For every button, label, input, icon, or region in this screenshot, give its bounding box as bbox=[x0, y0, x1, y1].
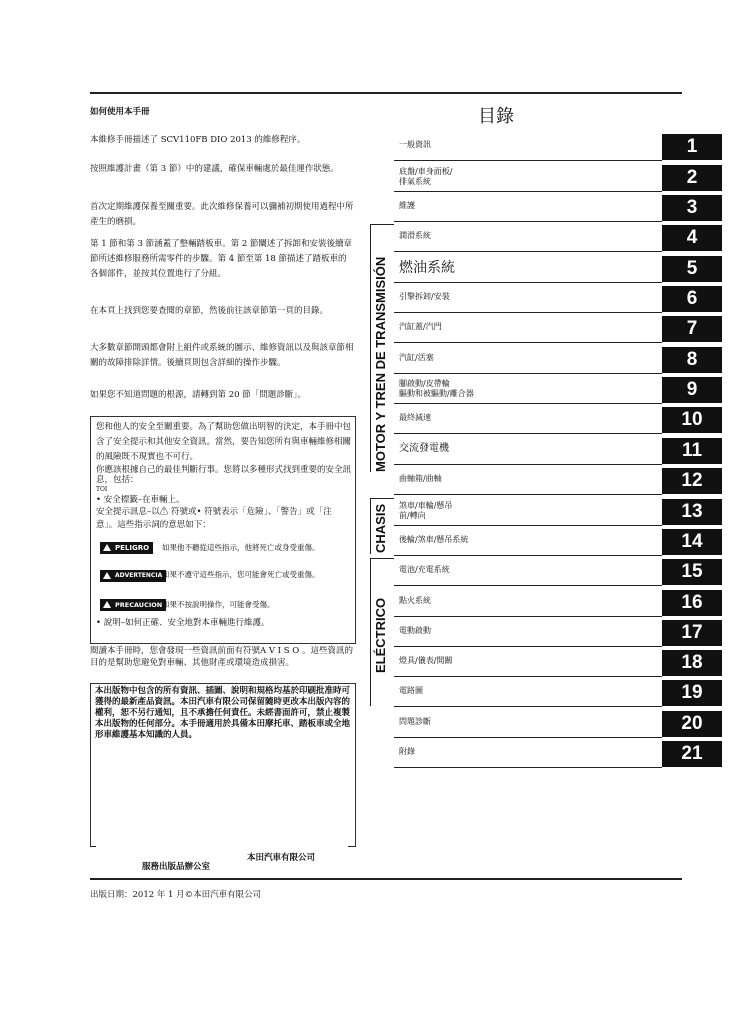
toc-number: 5 bbox=[662, 256, 722, 282]
safety-small-mark: TOI bbox=[96, 486, 108, 493]
find-section-paragraph: 在本頁上找到您要查閱的章節，然後前往該章節第一頁的目錄。 bbox=[90, 306, 329, 316]
toc-row-21[interactable] bbox=[394, 741, 727, 767]
top-rule bbox=[90, 92, 682, 94]
toc-number: 16 bbox=[662, 590, 722, 616]
safety-instructions: • 說明–如何正確、安全地對本車輛進行維護。 bbox=[96, 618, 270, 628]
first-maintenance-paragraph: 首次定期維護保養至關重要。此次維修保養可以彌補初期使用過程中所產生的磨損。 bbox=[90, 202, 354, 227]
section-line-chasis bbox=[370, 498, 371, 554]
precaucion-tag bbox=[100, 599, 166, 611]
toc-number: 9 bbox=[662, 377, 722, 403]
aviso-paragraph: 閱讀本手冊時，您會發現一些資訊前面有符號A V I S O 。這些資訊的目的是幫助您避免對車輛、其他財產或環境造成損害。 bbox=[90, 646, 353, 668]
section-label-motor: MOTOR Y TREN DE TRANSMISIÓN bbox=[373, 256, 388, 472]
toc-row-13[interactable] bbox=[394, 499, 727, 525]
toc-row-20[interactable] bbox=[394, 711, 727, 737]
copyright-box-corner bbox=[90, 846, 96, 847]
sections-paragraph: 第 1 節和第 3 節涵蓋了整輛踏板車。第 2 節闡述了拆卸和安裝後續章節所述維修服務所需零件的步驟。第 4 節至第 18 節描述了踏板車的各個部件，並按其位置進行了分組。 bbox=[90, 239, 352, 279]
toc-row-14[interactable] bbox=[394, 529, 727, 555]
toc-row-18[interactable] bbox=[394, 650, 727, 676]
toc-label: 附錄 bbox=[399, 747, 415, 756]
toc-label: 汽缸蓋/汽門 bbox=[399, 322, 442, 331]
toc-label: 曲軸箱/曲軸 bbox=[399, 474, 442, 483]
toc-number: 6 bbox=[662, 286, 722, 312]
toc-label: 交流發電機 bbox=[399, 443, 449, 454]
advertencia-text: 如果不遵守這些指示，您可能會死亡或受重傷。 bbox=[162, 570, 320, 579]
toc-label: 電池/充電系統 bbox=[399, 565, 450, 574]
toc-label: 點火系統 bbox=[399, 596, 431, 605]
toc-label: 維護 bbox=[399, 201, 415, 210]
section-tick-electrico bbox=[370, 558, 394, 559]
toc-row-8[interactable] bbox=[394, 347, 727, 373]
toc-row-19[interactable] bbox=[394, 680, 727, 706]
safety-bullet-messages: 安全提示訊息–以⚠ 符號或• 符號表示「危險」、「警告」或「注意」。這些指示詞的意思如下： bbox=[96, 507, 332, 530]
intro-paragraph: 本維修手冊描述了 SCV110FB DIO 2013 的維修程序。 bbox=[90, 135, 306, 145]
toc-number: 8 bbox=[662, 347, 722, 373]
toc-number: 21 bbox=[662, 741, 722, 767]
toc-number: 17 bbox=[662, 620, 722, 646]
toc-row-3[interactable] bbox=[394, 195, 727, 221]
toc-label: 後輪/煞車/懸吊系統 bbox=[399, 535, 469, 544]
toc-number: 2 bbox=[662, 165, 722, 191]
section-label-electrico: ELÉCTRICO bbox=[373, 597, 388, 673]
toc-label: 問題診斷 bbox=[399, 717, 431, 726]
copyright-text: 本出版物中包含的所有資訊、插圖、說明和規格均基於印刷批准時可獲得的最新產品資訊。本田汽車有限公司保留隨時更改本出版內容的權利，恕不另行通知，且不承擔任何責任。未經書面許可，禁止複製本出版物的任何部分。本手冊適用於具備本田摩托車、踏板車或全地形車維護基本知識的人員。 bbox=[95, 686, 351, 740]
toc-row-9[interactable] bbox=[394, 377, 727, 403]
toc-label: 燃油系統 bbox=[399, 260, 455, 276]
advertencia-label: ADVERTENCIA bbox=[115, 572, 163, 579]
toc-number: 3 bbox=[662, 195, 722, 221]
maintenance-paragraph: 按照維護計畫（第 3 節）中的建議，確保車輛處於最佳運作狀態。 bbox=[90, 164, 339, 174]
toc-row-16[interactable] bbox=[394, 590, 727, 616]
publication-date: 出版日期：2012 年 1 月©本田汽車有限公司 bbox=[90, 890, 262, 900]
copyright-box-corner bbox=[348, 846, 355, 847]
toc-label: 燈具/儀表/開關 bbox=[399, 656, 453, 665]
precaucion-label: PRECAUCION bbox=[115, 601, 163, 609]
toc-row-1[interactable] bbox=[394, 134, 727, 160]
safety-intro: 您和他人的安全至關重要。為了幫助您做出明智的決定，本手冊中包含了安全提示和其他安全資訊。當然，要告知您所有與車輛維修相關的風險既不現實也不可行。 bbox=[96, 422, 352, 462]
troubleshooting-paragraph: 如果您不知道問題的根源，請轉到第 20 節「問題診斷」。 bbox=[90, 390, 306, 400]
toc-number: 11 bbox=[662, 438, 722, 464]
toc-row-7[interactable] bbox=[394, 316, 727, 342]
chapters-paragraph: 大多數章節開頭都會附上組件或系統的圖示、維修資訊以及與該章節相關的故障排除詳情。後續頁則包含詳細的操作步驟。 bbox=[90, 343, 354, 368]
toc-title: 目錄 bbox=[478, 106, 514, 127]
toc-number: 14 bbox=[662, 529, 722, 555]
toc-row-5[interactable] bbox=[394, 256, 727, 282]
toc-label: 腳啟動/皮帶輪 驅動和被驅動/離合器 bbox=[399, 379, 474, 398]
toc-row-11[interactable] bbox=[394, 438, 727, 464]
warning-triangle-icon bbox=[103, 601, 111, 608]
toc-label: 底盤/車身面板/ 排氣系統 bbox=[399, 167, 453, 186]
safety-judgement: 你應該根據自己的最佳判斷行事。您將以多種形式找到重要的安全訊息，包括： bbox=[96, 465, 352, 485]
toc-label: 潤滑系統 bbox=[399, 231, 431, 240]
toc-number: 12 bbox=[662, 468, 722, 494]
toc-row-2[interactable] bbox=[394, 165, 727, 191]
toc-row-6[interactable] bbox=[394, 286, 727, 312]
company-name: 本田汽車有限公司 bbox=[247, 853, 316, 863]
toc-label: 電路圖 bbox=[399, 686, 423, 695]
warning-triangle-icon bbox=[103, 544, 111, 551]
section-label-chasis: CHASIS bbox=[373, 503, 388, 553]
toc-row-4[interactable] bbox=[394, 225, 727, 251]
toc-number: 19 bbox=[662, 680, 722, 706]
peligro-label: PELIGRO bbox=[115, 544, 150, 552]
toc-row-15[interactable] bbox=[394, 559, 727, 585]
toc-number: 10 bbox=[662, 407, 722, 433]
service-office: 服務出版品辦公室 bbox=[142, 862, 211, 872]
section-tick-chasis bbox=[370, 498, 394, 499]
safety-bullet-labels: • 安全標籤–在車輛上。 bbox=[96, 495, 185, 505]
toc-number: 7 bbox=[662, 316, 722, 342]
toc-label: 最終減速 bbox=[399, 413, 431, 422]
bottom-rule bbox=[90, 878, 682, 880]
precaucion-text: 如果不按說明操作，可能會受傷。 bbox=[162, 600, 275, 609]
section-line-electrico bbox=[370, 558, 371, 706]
toc-label: 煞車/車輪/懸吊 前/轉向 bbox=[399, 501, 453, 520]
advertencia-tag bbox=[100, 570, 166, 582]
toc-number: 20 bbox=[662, 711, 722, 737]
warning-triangle-icon bbox=[103, 572, 111, 579]
peligro-text: 如果他不聽從這些指示，他將死亡或身受重傷。 bbox=[162, 543, 320, 552]
left-heading: 如何使用本手冊 bbox=[90, 107, 150, 117]
toc-label: 電動啟動 bbox=[399, 626, 431, 635]
toc-label: 汽缸/活塞 bbox=[399, 353, 434, 362]
toc-row-10[interactable] bbox=[394, 407, 727, 433]
peligro-tag bbox=[100, 542, 153, 554]
toc-number: 4 bbox=[662, 225, 722, 251]
toc-number: 13 bbox=[662, 499, 722, 525]
toc-number: 18 bbox=[662, 650, 722, 676]
toc-number: 1 bbox=[662, 134, 722, 160]
toc-number: 15 bbox=[662, 559, 722, 585]
section-tick-motor bbox=[370, 224, 394, 225]
toc-row-17[interactable] bbox=[394, 620, 727, 646]
toc-label: 引擎拆卸/安裝 bbox=[399, 292, 450, 301]
section-line-motor bbox=[370, 224, 371, 472]
toc-row-12[interactable] bbox=[394, 468, 727, 494]
toc-label: 一般資訊 bbox=[399, 140, 431, 149]
